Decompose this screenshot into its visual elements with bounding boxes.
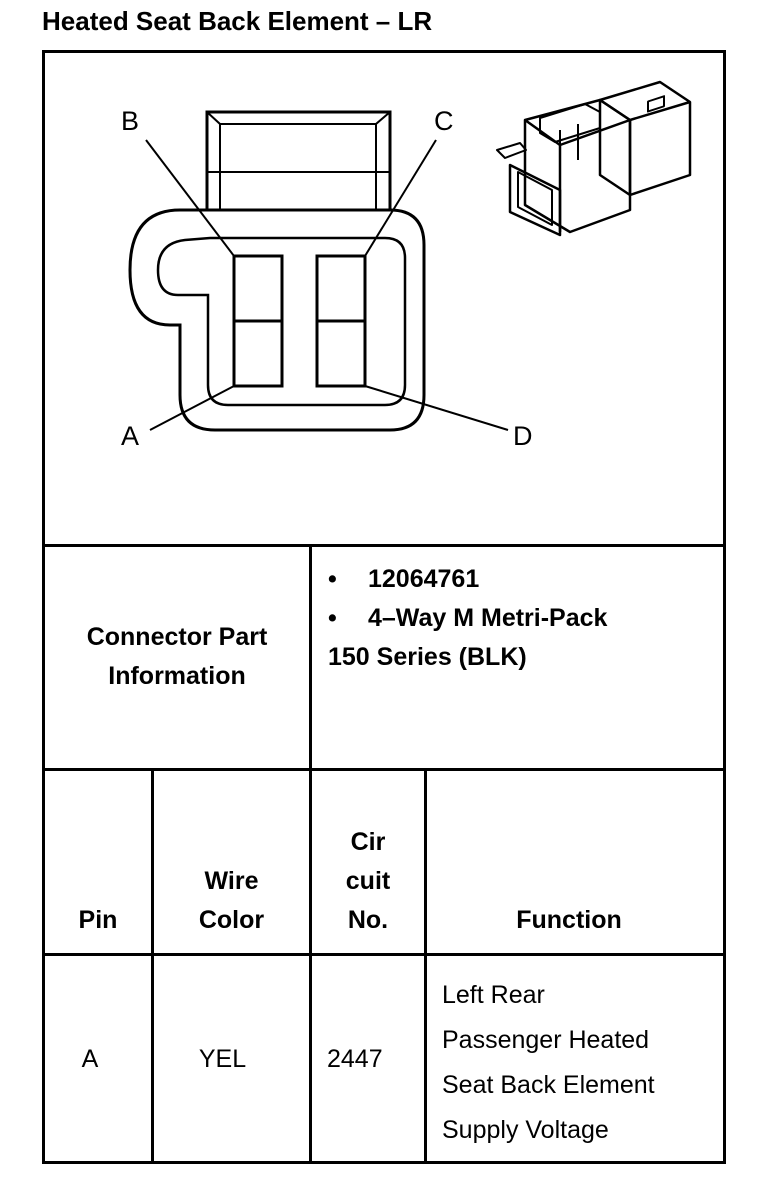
connector-info-values	[328, 560, 607, 677]
pin-label-d: D	[513, 421, 533, 451]
connector-part-number: • 12064761	[328, 560, 607, 599]
connector-info-label	[45, 618, 309, 696]
connector-face-diagram	[0, 0, 768, 544]
header-pin: Pin	[78, 906, 118, 934]
row-function: Left Rear Passenger Heated Seat Back Element Supply Voltage	[442, 981, 655, 1144]
pin-label-b: B	[121, 106, 140, 136]
header-function: Function	[516, 906, 622, 934]
row-pin: A	[81, 1045, 99, 1073]
row-circuit-no: 2447	[327, 1045, 383, 1073]
header-wire-color: Wire Color	[198, 867, 265, 934]
connector-3d-illustration	[497, 82, 690, 235]
page-title: Heated Seat Back Element – LR	[42, 6, 433, 36]
connector-type: • 4–Way M Metri-Pack	[328, 599, 607, 638]
divider-col-circuit	[424, 768, 427, 1164]
pin-label-c: C	[434, 106, 454, 136]
connector-series: 150 Series (BLK)	[328, 643, 527, 671]
row-wire-color: YEL	[198, 1045, 247, 1073]
divider-diagram-bottom	[42, 544, 726, 547]
bullet-icon: •	[328, 565, 337, 593]
divider-info-bottom	[42, 768, 726, 771]
connector-latch	[207, 112, 390, 210]
header-circuit-no: Cir cuit No.	[345, 828, 391, 934]
bullet-icon: •	[328, 604, 337, 632]
connector-info-label-line2: Information	[108, 662, 246, 690]
connector-info-label-line1: Connector Part	[86, 623, 268, 651]
divider-header-bottom	[42, 953, 726, 956]
divider-col-pin	[151, 768, 154, 1164]
divider-info-col	[309, 544, 312, 771]
pin-label-a: A	[121, 421, 140, 451]
